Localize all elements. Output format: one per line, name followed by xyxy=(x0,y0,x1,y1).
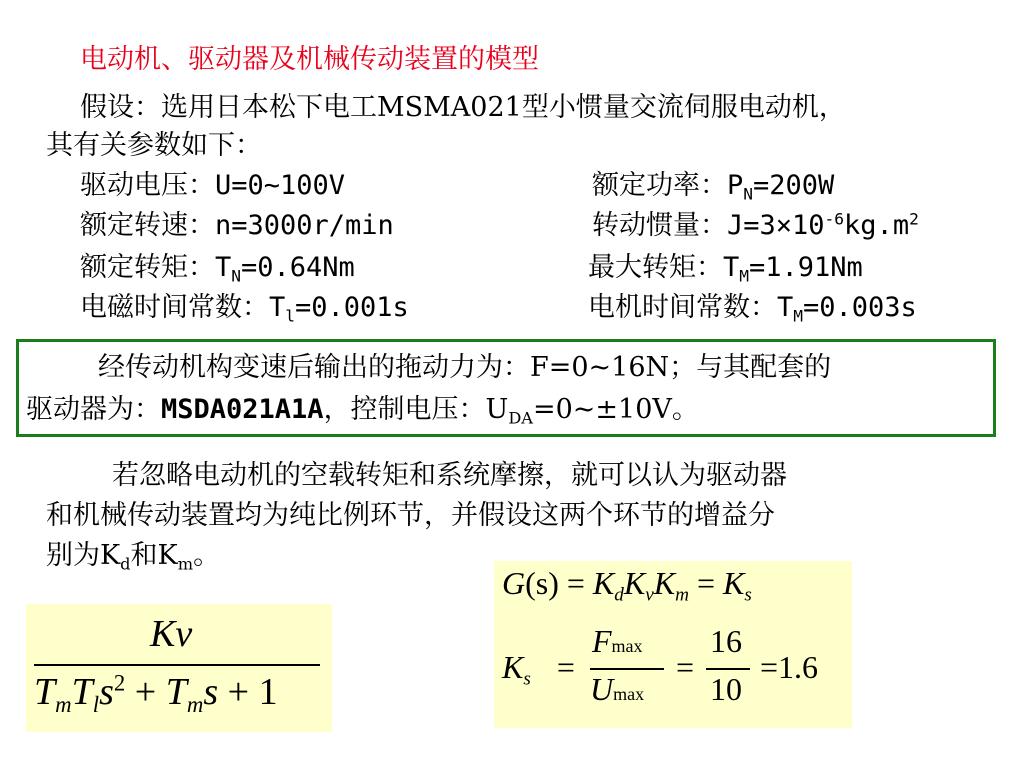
param-em-time-constant xyxy=(80,292,409,324)
driver-info-line-2: 驱动器为：MSDA021A1A，控制电压：$U_{DA}=0\sim\pm 10V$。 xyxy=(26,394,699,428)
tf-numerator: Kv xyxy=(150,613,193,655)
transfer-function-box xyxy=(26,604,332,732)
gain-eq2-den: 10 xyxy=(710,671,742,707)
gain-eq2-numerator: Fmax xyxy=(592,623,643,659)
gain-eq2-bar-2 xyxy=(706,668,750,670)
driver-model: MSDA021A1A xyxy=(161,394,324,425)
param-speed xyxy=(80,210,394,242)
gain-eq2-bar-1 xyxy=(590,668,664,670)
param-label: 转动惯量： xyxy=(592,210,727,241)
para-line-3: 别为$K_d$和$K_m$。 xyxy=(46,540,221,574)
para-line-1: 若忽略电动机的空载转矩和系统摩擦，就可以认为驱动器 xyxy=(112,460,787,491)
gain-eq2-result: =1.6 xyxy=(760,649,819,685)
slide-title: 电动机、驱动器及机械传动装置的模型 xyxy=(80,44,539,75)
param-power xyxy=(592,170,834,202)
param-motor-time-constant xyxy=(588,292,917,324)
intro-line-2: 其有关参数如下： xyxy=(46,130,262,161)
gain-eq2-eq-2: = xyxy=(676,649,695,685)
param-value: $J=3\times 10^{-6}kg.m^2$ xyxy=(727,209,919,241)
param-value: $P_N=200W$ xyxy=(727,170,835,204)
gain-eq2-num: 16 xyxy=(710,623,742,659)
driver-info-line-1: 经传动机构变速后输出的拖动力为：F=0~16N；与其配套的 xyxy=(98,352,832,383)
gain-eq2-lhs: $K_s$ = xyxy=(502,649,575,690)
param-label: 最大转矩： xyxy=(588,252,723,283)
param-inertia xyxy=(592,210,919,242)
param-label: 电机时间常数： xyxy=(588,292,777,323)
intro-line-1: 假设：选用日本松下电工MSMA021型小惯量交流伺服电动机， xyxy=(80,92,846,123)
param-value: $T_l=0.001s$ xyxy=(269,292,409,326)
param-value: $T_N=0.64Nm$ xyxy=(215,252,355,286)
param-value: $T_M=1.91Nm$ xyxy=(723,252,863,286)
param-label: 驱动电压： xyxy=(80,170,215,201)
gain-eq2-denominator: Umax xyxy=(590,671,645,707)
param-value: n=3000r/min xyxy=(215,210,394,241)
param-label: 额定转矩： xyxy=(80,252,215,283)
gain-formula-box xyxy=(494,561,852,728)
param-label: 额定转速： xyxy=(80,210,215,241)
gain-equation-1: $G(s) = K_dK_vK_m = K_s$ xyxy=(502,565,752,606)
param-voltage xyxy=(80,170,345,202)
param-max-torque xyxy=(588,252,863,284)
param-value: $T_M=0.003s$ xyxy=(777,292,917,326)
param-label: 额定功率： xyxy=(592,170,727,201)
param-value: U=0~100V xyxy=(215,170,346,201)
param-torque xyxy=(80,252,355,284)
tf-fraction-bar xyxy=(34,664,320,666)
param-label: 电磁时间常数： xyxy=(80,292,269,323)
tf-denominator: $T_mT_ls^2 + T_ms + 1$ xyxy=(34,670,278,717)
para-line-2: 和机械传动装置均为纯比例环节，并假设这两个环节的增益分 xyxy=(46,500,775,531)
